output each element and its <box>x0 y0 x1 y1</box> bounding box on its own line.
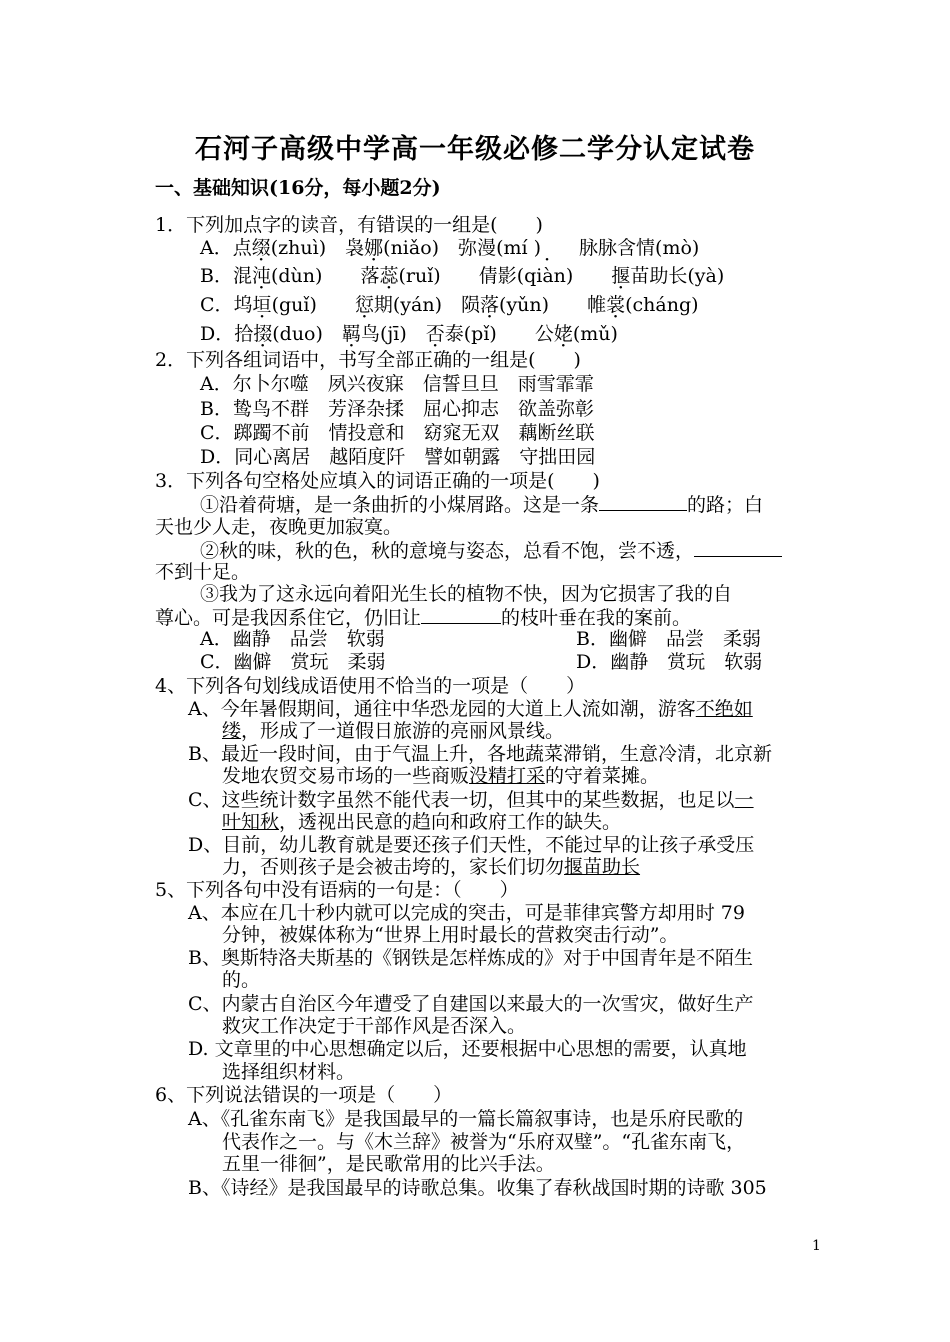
q4-option-d: D、目前，幼儿教育就是要还孩子们天性，不能过早的让孩子承受压 <box>188 834 755 856</box>
q2-option-c: C．踯躅不前 情投意和 窈窕无双 藕断丝联 <box>200 422 595 444</box>
question-1-stem: 1．下列加点字的读音，有错误的一组是( ) <box>155 214 543 236</box>
page-number: 1 <box>812 1238 821 1254</box>
page-title: 石河子高级中学高一年级必修二学分认定试卷 <box>195 134 755 165</box>
q5-option-a: A、本应在几十秒内就可以完成的突击，可是菲律宾警方却用时 79 <box>188 902 745 924</box>
q1-option-b: B．混沌(dùn) 落蕊(ruǐ) 倩影(qiàn) 揠苗助长(yà) <box>200 265 725 287</box>
question-3-stem: 3．下列各句空格处应填入的词语正确的一项是( ) <box>155 470 600 492</box>
q2-option-d: D．同心离居 越陌度阡 譬如朝露 守拙田园 <box>200 446 596 468</box>
q4-option-d-cont: 力，否则孩子是会被击垮的，家长们切勿揠苗助长 <box>222 856 641 878</box>
answer-blank[interactable] <box>599 492 687 511</box>
question-6-stem: 6、下列说法错误的一项是（ ） <box>155 1084 453 1106</box>
q3-sentence-3: ③我为了这永远向着阳光生长的植物不快，因为它损害了我的自 <box>200 583 733 605</box>
q4-option-b: B、最近一段时间，由于气温上升，各地蔬菜滞销，生意冷清，北京新 <box>188 743 772 765</box>
q4-option-b-cont: 发地农贸交易市场的一些商贩没精打采的守着菜摊。 <box>222 765 660 787</box>
question-2-stem: 2．下列各组词语中，书写全部正确的一组是( ) <box>155 349 581 371</box>
q1-option-d: D．拾掇(duo) 羁鸟(jī) 否泰(pǐ) 公姥(mǔ) <box>200 323 618 345</box>
q6-option-a-cont: 代表作之一。与《木兰辞》被誉为“乐府双璧”。“孔雀东南飞， <box>222 1131 746 1153</box>
q5-option-c-cont: 救灾工作决定于干部作风是否深入。 <box>222 1015 527 1037</box>
q3-option-a: A．幽静 品尝 软弱 <box>200 628 385 650</box>
q3-option-c: C．幽僻 赏玩 柔弱 <box>200 651 386 673</box>
q2-option-b: B．鸷鸟不群 芳泽杂揉 屈心抑志 欲盖弥彰 <box>200 398 594 420</box>
q4-option-a: A、今年暑假期间，通往中华恐龙园的大道上人流如潮，游客不绝如 <box>188 698 753 720</box>
answer-blank[interactable] <box>421 605 501 624</box>
question-4-stem: 4、下列各句划线成语使用不恰当的一项是（ ） <box>155 675 586 697</box>
section-heading: 一、基础知识(16分，每小题2分) <box>155 177 441 199</box>
q4-option-a-cont: 缕，形成了一道假日旅游的亮丽风景线。 <box>222 720 565 742</box>
q3-sentence-2: ②秋的味，秋的色，秋的意境与姿态，总看不饱，尝不透， <box>200 538 782 563</box>
q6-option-a: A、《孔雀东南飞》是我国最早的一篇长篇叙事诗，也是乐府民歌的 <box>188 1108 744 1130</box>
q4-option-c: C、这些统计数字虽然不能代表一切，但其中的某些数据，也足以一 <box>188 789 754 811</box>
q5-option-b: B、奥斯特洛夫斯基的《钢铁是怎样炼成的》对于中国青年是不陌生 <box>188 947 753 969</box>
q3-sentence-2-cont: 不到十足。 <box>155 561 251 583</box>
q3-sentence-1-cont: 天也少人走，夜晚更加寂寞。 <box>155 516 403 538</box>
q5-option-d-cont: 选择组织材料。 <box>222 1061 356 1083</box>
question-5-stem: 5、下列各句中没有语病的一句是：（ ） <box>155 879 519 901</box>
answer-blank[interactable] <box>694 538 782 557</box>
q4-option-c-cont: 叶知秋，透视出民意的趋向和政府工作的缺失。 <box>222 811 622 833</box>
q3-option-d: D．幽静 赏玩 软弱 <box>576 651 763 673</box>
q2-option-a: A．尔卜尔噬 夙兴夜寐 信誓旦旦 雨雪霏霏 <box>200 373 594 395</box>
q6-option-a-cont-2: 五里一徘徊”，是民歌常用的比兴手法。 <box>222 1153 555 1175</box>
q5-option-a-cont: 分钟，被媒体称为“世界上用时最长的营救突击行动”。 <box>222 924 679 946</box>
q6-option-b: B、《诗经》是我国最早的诗歌总集。收集了春秋战国时期的诗歌 305 <box>188 1177 767 1199</box>
q3-sentence-3-cont: 尊心。可是我因系住它，仍旧让 的枝叶垂在我的案前。 <box>155 607 692 629</box>
q1-option-a: A．点缀(zhuì) 袅娜(niǎo) 弥漫(mí ) 脉 ·脉含情(mò) <box>200 236 699 260</box>
q1-option-c: C．坞垣(guǐ) 愆期(yán) 陨落(yǔn) 帷裳(cháng) <box>200 294 699 316</box>
q3-option-b: B．幽僻 品尝 柔弱 <box>576 628 761 650</box>
q5-option-b-cont: 的。 <box>222 969 261 991</box>
q5-option-d: D. 文章里的中心思想确定以后，还要根据中心思想的需要，认真地 <box>188 1038 747 1060</box>
q5-option-c: C、内蒙古自治区今年遭受了自建国以来最大的一次雪灾，做好生产 <box>188 993 754 1015</box>
q3-sentence-1: ①沿着荷塘，是一条曲折的小煤屑路。这是一条 的路；白 <box>200 494 764 516</box>
